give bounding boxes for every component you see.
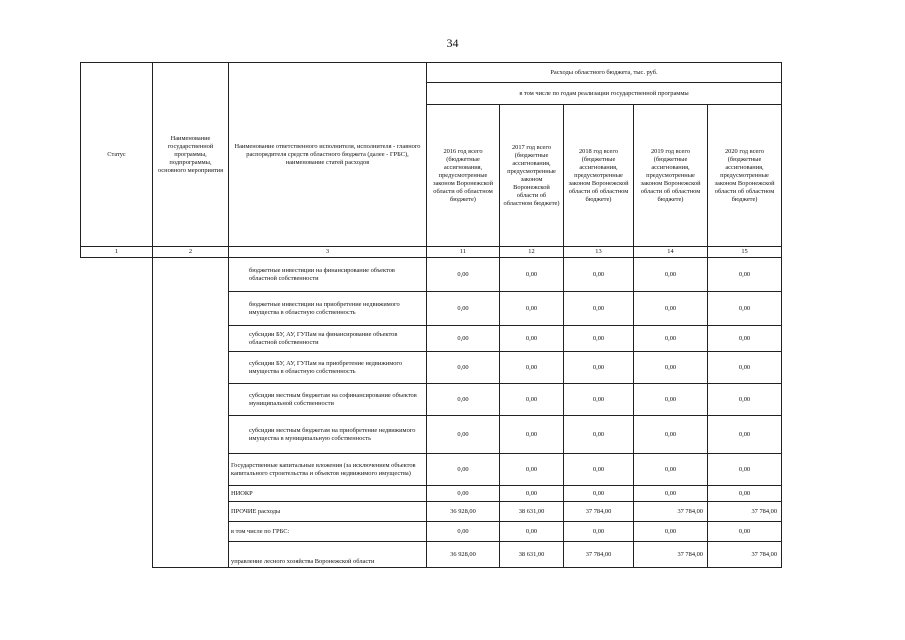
- row-value: 0,00: [564, 384, 634, 416]
- header-status: Статус: [81, 63, 153, 247]
- row-label: бюджетные инвестиции на приобретение недвижимого имущества в областную собственность: [229, 292, 427, 326]
- row-value: 0,00: [500, 486, 564, 502]
- header-year-2020: 2020 год всего (бюджетные ассигнования, предусмотренные законом Воронежской области об областном бюджете): [708, 105, 782, 247]
- row-value: 0,00: [634, 486, 708, 502]
- row-value: 0,00: [708, 454, 782, 486]
- row-value: 0,00: [427, 454, 500, 486]
- row-value: 0,00: [427, 292, 500, 326]
- row-value: 37 784,00: [564, 542, 634, 568]
- row-value: 0,00: [634, 258, 708, 292]
- row-value: 0,00: [500, 454, 564, 486]
- row-value: 0,00: [564, 522, 634, 542]
- row-value: 0,00: [634, 326, 708, 352]
- table-body: [81, 258, 782, 568]
- column-number: 12: [500, 247, 564, 258]
- row-value: 0,00: [634, 292, 708, 326]
- header-expenses: Расходы областного бюджета, тыс. руб.: [427, 63, 782, 83]
- column-number: 11: [427, 247, 500, 258]
- column-number: 2: [153, 247, 229, 258]
- row-value: 0,00: [500, 292, 564, 326]
- column-number: 13: [564, 247, 634, 258]
- header-year-2018: 2018 год всего (бюджетные ассигнования, предусмотренные законом Воронежской области об областном бюджете): [564, 105, 634, 247]
- row-value: 37 784,00: [708, 542, 782, 568]
- page-number: 34: [446, 36, 459, 50]
- row-label: управление лесного хозяйства Воронежской области: [229, 542, 427, 568]
- header-year-2017: 2017 год всего (бюджетные ассигнования, предусмотренные законом Воронежской области об областном бюджете): [500, 105, 564, 247]
- column-number: 3: [229, 247, 427, 258]
- row-value: 0,00: [500, 416, 564, 454]
- row-value: 0,00: [564, 352, 634, 384]
- row-value: 36 928,00: [427, 542, 500, 568]
- column-number: 1: [81, 247, 153, 258]
- header-by-years: в том числе по годам реализации государственной программы: [427, 83, 782, 105]
- row-value: 36 928,00: [427, 502, 500, 522]
- row-value: 0,00: [427, 352, 500, 384]
- row-value: 0,00: [500, 352, 564, 384]
- row-value: 0,00: [427, 486, 500, 502]
- row-value: 0,00: [500, 258, 564, 292]
- row-value: 38 631,00: [500, 502, 564, 522]
- row-label: субсидии БУ, АУ, ГУПам на приобретение недвижимого имущества в областную собственность: [229, 352, 427, 384]
- column-number: 15: [708, 247, 782, 258]
- row-value: 37 784,00: [634, 542, 708, 568]
- row-value: 37 784,00: [708, 502, 782, 522]
- row-value: 0,00: [708, 416, 782, 454]
- row-label: НИОКР: [229, 486, 427, 502]
- header-year-2019: 2019 год всего (бюджетные ассигнования, предусмотренные законом Воронежской области об областном бюджете): [634, 105, 708, 247]
- row-value: 37 784,00: [564, 502, 634, 522]
- row-value: 0,00: [564, 454, 634, 486]
- row-value: 0,00: [708, 522, 782, 542]
- row-value: 0,00: [564, 292, 634, 326]
- row-value: 0,00: [634, 352, 708, 384]
- row-value: 0,00: [564, 326, 634, 352]
- row-label: субсидии местным бюджетам на софинансирование объектов муниципальной собственности: [229, 384, 427, 416]
- row-value: 0,00: [634, 416, 708, 454]
- header-executor: Наименование ответственного исполнителя, исполнителя - главного распорядителя средств областного бюджета (далее - ГРБС), наименование статей расходов: [229, 63, 427, 247]
- budget-table: [80, 62, 782, 568]
- row-value: 0,00: [500, 326, 564, 352]
- row-value: 0,00: [708, 384, 782, 416]
- program-name-cell: [153, 258, 229, 568]
- row-value: 0,00: [708, 486, 782, 502]
- row-value: 0,00: [427, 416, 500, 454]
- row-value: 0,00: [708, 258, 782, 292]
- row-label: субсидии БУ, АУ, ГУПам на финансирование объектов областной собственности: [229, 326, 427, 352]
- row-value: 0,00: [634, 384, 708, 416]
- row-value: 0,00: [500, 522, 564, 542]
- table-row: [81, 258, 782, 292]
- row-value: 0,00: [564, 486, 634, 502]
- row-value: 0,00: [427, 522, 500, 542]
- row-label: Государственные капитальные вложения (за исключением объектов капитального строительства и объектов недвижимого имущества): [229, 454, 427, 486]
- row-value: 0,00: [564, 416, 634, 454]
- column-number: 14: [634, 247, 708, 258]
- row-value: 0,00: [708, 352, 782, 384]
- header-year-2016: 2016 год всего (бюджетные ассигнования, предусмотренные законом Воронежской области об областном бюджете): [427, 105, 500, 247]
- row-value: 0,00: [708, 326, 782, 352]
- row-value: 0,00: [634, 454, 708, 486]
- row-value: 0,00: [500, 384, 564, 416]
- row-value: 0,00: [708, 292, 782, 326]
- row-value: 0,00: [427, 258, 500, 292]
- row-value: 37 784,00: [634, 502, 708, 522]
- status-cell: [81, 258, 153, 568]
- row-value: 0,00: [634, 522, 708, 542]
- row-label: субсидии местным бюджетам на приобретение недвижимого имущества в муниципальную собственность: [229, 416, 427, 454]
- row-value: 0,00: [427, 384, 500, 416]
- row-value: 0,00: [564, 258, 634, 292]
- header-program-name: Наименование государственной программы, подпрограммы, основного мероприятия: [153, 63, 229, 247]
- row-value: 0,00: [427, 326, 500, 352]
- row-label: бюджетные инвестиции на финансирование объектов областной собственности: [229, 258, 427, 292]
- row-value: 38 631,00: [500, 542, 564, 568]
- row-label: ПРОЧИЕ расходы: [229, 502, 427, 522]
- row-label: в том числе по ГРБС:: [229, 522, 427, 542]
